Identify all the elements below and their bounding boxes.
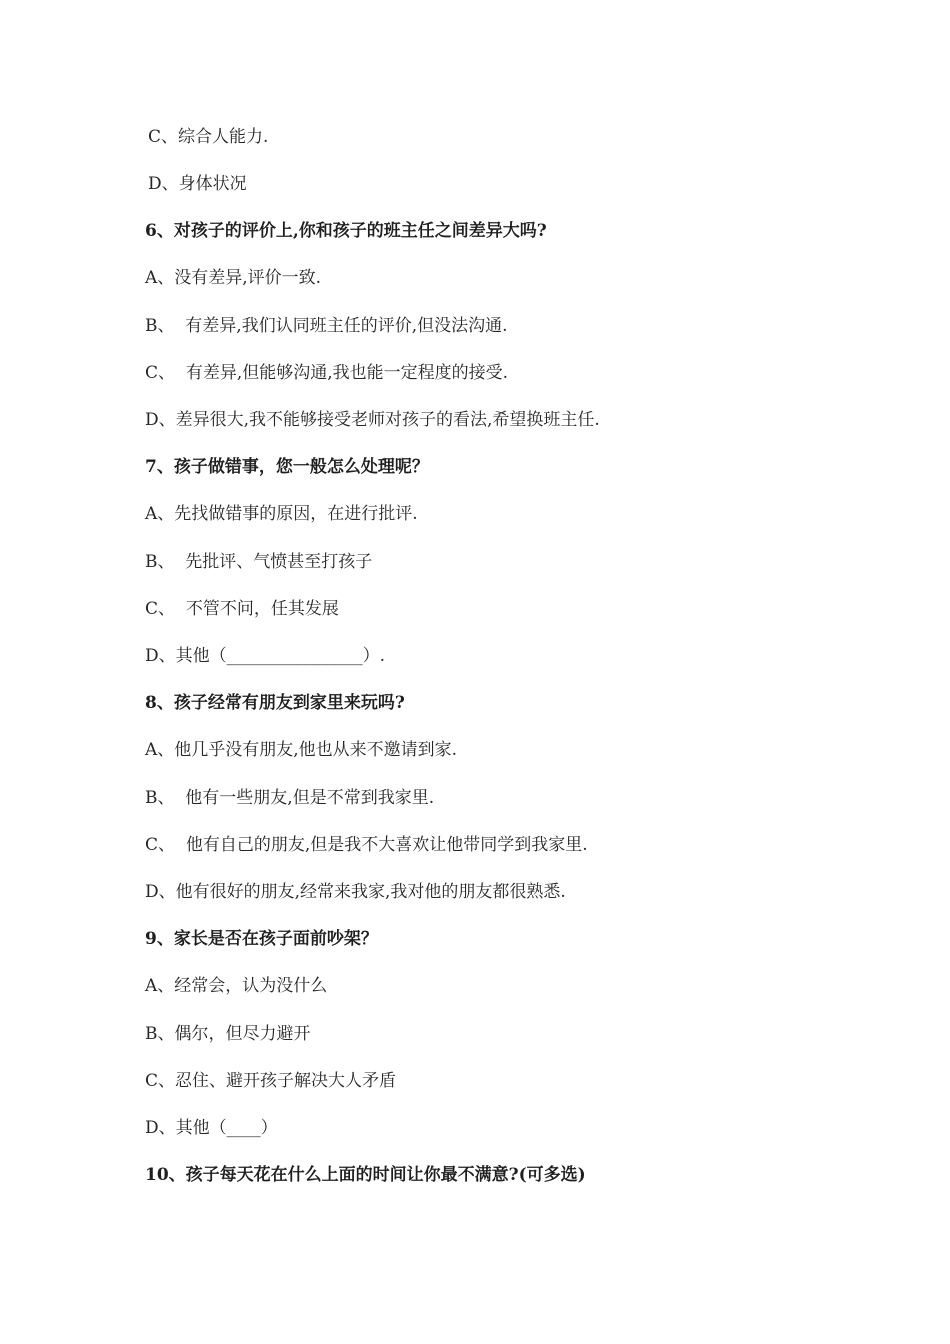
option-9d: D、其他（____） (145, 1118, 278, 1138)
option-9a: A、经常会，认为没什么 (145, 976, 328, 996)
question-10: 10、孩子每天花在什么上面的时间让你最不满意?(可多选) (145, 1165, 586, 1185)
option-8d: D、他有很好的朋友,经常来我家,我对他的朋友都很熟悉. (145, 882, 566, 902)
question-8: 8、孩子经常有朋友到家里来玩吗? (145, 693, 405, 713)
option-6d: D、差异很大,我不能够接受老师对孩子的看法,希望换班主任. (145, 410, 600, 430)
option-5d: D、身体状况 (148, 174, 247, 194)
option-8c: C、 他有自己的朋友,但是我不大喜欢让他带同学到我家里. (145, 835, 588, 855)
option-7a: A、先找做错事的原因，在进行批评. (145, 504, 418, 524)
option-9b: B、偶尔，但尽力避开 (145, 1024, 311, 1044)
option-6a: A、没有差异,评价一致. (145, 268, 322, 288)
option-7d: D、其他（________________）. (145, 646, 386, 666)
option-9c: C、忍住、避开孩子解决大人矛盾 (145, 1071, 397, 1091)
option-6c: C、 有差异,但能够沟通,我也能一定程度的接受. (145, 363, 509, 383)
option-6b: B、 有差异,我们认同班主任的评价,但没法沟通. (145, 316, 508, 336)
option-7b: B、 先批评、气愤甚至打孩子 (145, 552, 373, 572)
option-5c: C、综合人能力. (148, 127, 269, 147)
option-7c: C、 不管不问，任其发展 (145, 599, 339, 619)
option-8b: B、 他有一些朋友,但是不常到我家里. (145, 788, 435, 808)
question-7: 7、孩子做错事，您一般怎么处理呢？ (145, 457, 429, 477)
question-9: 9、家长是否在孩子面前吵架？ (145, 929, 378, 949)
option-8a: A、他几乎没有朋友,他也从来不邀请到家. (145, 740, 458, 760)
question-6: 6、对孩子的评价上,你和孩子的班主任之间差异大吗? (145, 221, 547, 241)
